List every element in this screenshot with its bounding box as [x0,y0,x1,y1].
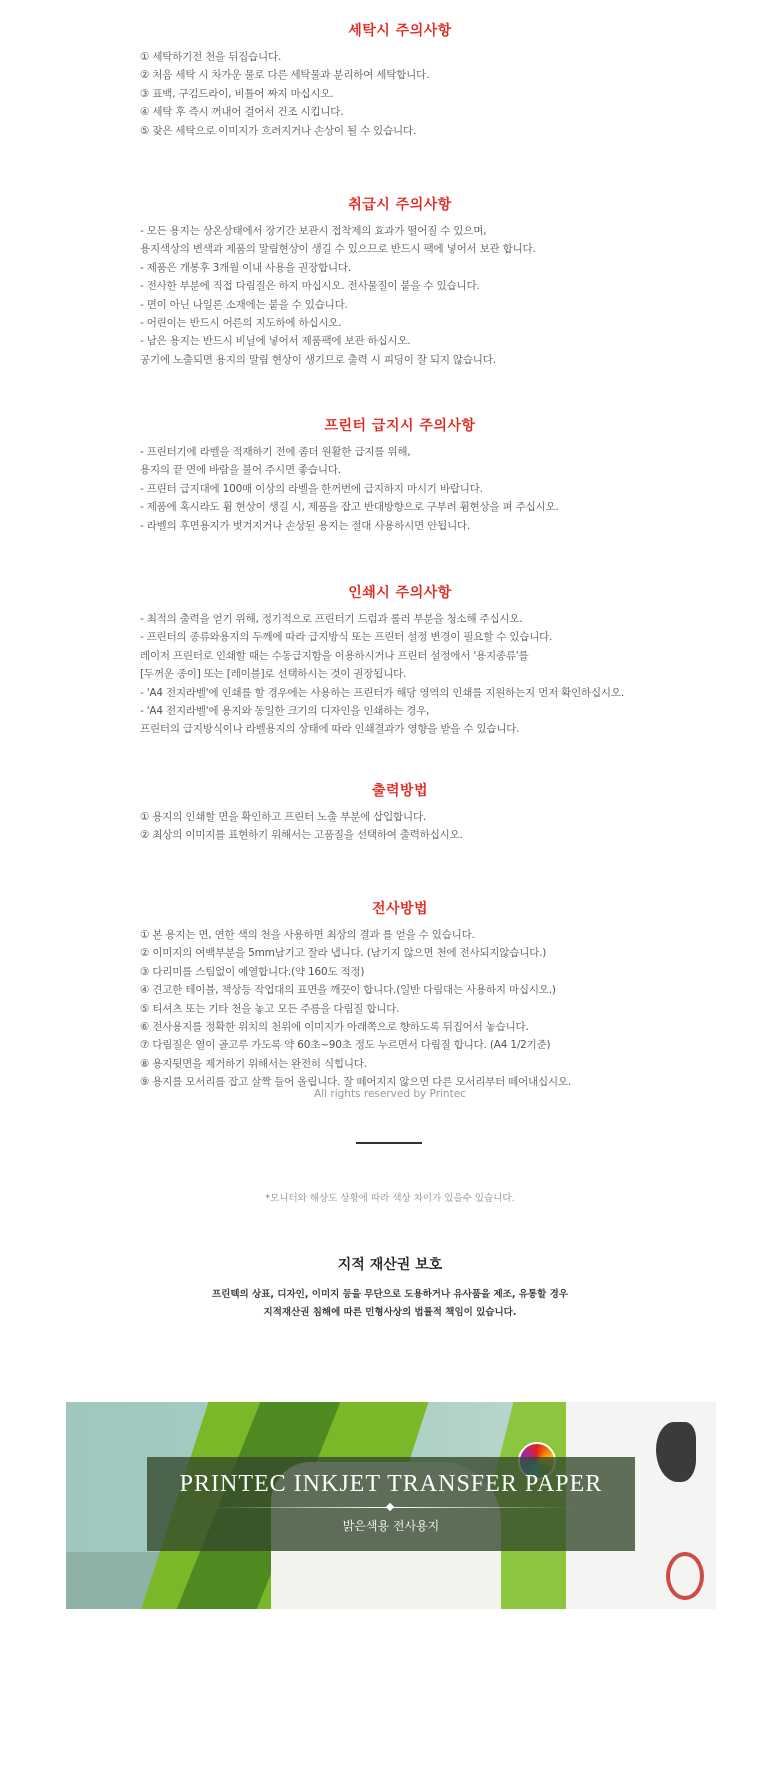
handling-line: - 전사한 부분에 직접 다림질은 하지 마십시오. 전사물질이 붙을 수 있습니다. [140,280,480,293]
ip-text-line2: 지적재산권 침해에 따른 민형사상의 법률적 책임이 있습니다. [263,1307,517,1318]
ip-title: 지적 재산권 보호 [337,1257,443,1273]
transfer-line: ③ 다리미를 스팀없이 예열합니다.(약 160도 적정) [140,965,365,978]
transfer-line: ⑨ 용지를 모서리를 잡고 살짝 들어 올립니다. 잘 떼어지지 않으면 다른 모서리부터 떼어내십시오. [140,1076,571,1089]
handling-line: - 모든 용지는 상온상태에서 장기간 보관시 접착제의 효과가 떨어질 수 있으며, [140,225,487,237]
printing-line: - 프린터의 종류와용지의 두께에 따라 급지방식 또는 프린터 설정 변경이 필요할 수 있습니다. [140,631,553,644]
output-title: 출력방법 [371,783,429,799]
transfer-line: ⑧ 용지뒷면을 제거하기 위해서는 완전히 식힙니다. [140,1057,367,1070]
washing-line: ④ 세탁 후 즉시 꺼내어 걸어서 건조 시킵니다. [140,106,344,119]
transfer-section [140,898,660,1092]
washing-title: 세탁시 주의사항 [348,23,452,39]
feeding-line: - 프린터 급지대에 100매 이상의 라벨을 한꺼번에 급지하지 마시기 바랍니다. [140,482,483,495]
printing-line: 프린터의 급지방식이나 라벨용지의 상태에 따라 인쇄결과가 영향을 받을 수 있습니다. [140,723,520,736]
transfer-title: 전사방법 [371,901,429,917]
ip-text-line1: 프린텍의 상표, 디자인, 이미지 등을 무단으로 도용하거나 유사품을 제조, 유통할 경우 [212,1289,568,1300]
banner-overlay [147,1457,635,1551]
handling-line: - 어린이는 반드시 어른의 지도하에 하십시오. [140,317,342,330]
printing-line: - 최적의 출력을 얻기 위해, 정기적으로 프린터기 드럼과 롤러 부분을 청소해 주십시오. [140,613,523,625]
washing-line: ③ 표백, 구김드라이, 비틀어 짜지 마십시오. [140,87,334,100]
printing-line: - 'A4 전지라벨'에 용지와 동일한 크기의 디자인을 인쇄하는 경우, [140,705,430,718]
feeding-line: - 라벨의 후면용지가 벗겨지거나 손상된 용지는 절대 사용하시면 안됩니다. [140,519,471,532]
handling-line: 용지색상의 변색과 제품의 말림현상이 생길 수 있으므로 반드시 팩에 넣어서 보관 합니다. [140,243,536,256]
handling-line: - 제품은 개봉후 3개월 이내 사용을 권장합니다. [140,261,352,274]
handling-line: - 면이 아닌 나일론 소재에는 붙을 수 있습니다. [140,298,348,311]
output-line: ① 용지의 인쇄할 면을 확인하고 프린터 노출 부분에 삽입합니다. [140,811,427,823]
banner-dino-shape [656,1422,696,1482]
divider [356,1142,422,1144]
transfer-line: ⑦ 다림질은 열이 골고루 가도록 약 60초~90초 정도 누르면서 다림질 합니다. (A4 1/2기준) [140,1039,551,1052]
transfer-line: ⑤ 티셔츠 또는 기타 천을 놓고 모든 주름을 다림질 합니다. [140,1002,400,1015]
handling-line: 공기에 노출되면 용지의 말림 현상이 생기므로 출력 시 피딩이 잘 되지 않습니다. [140,353,496,366]
washing-line: ② 처음 세탁 시 차가운 물로 다른 세탁물과 분리하여 세탁합니다. [140,69,430,82]
transfer-line: ⑥ 전사용지를 정확한 위치의 천위에 이미지가 아래쪽으로 향하도록 뒤집어서 놓습니다. [140,1021,529,1034]
banner-coral-shape [666,1552,704,1600]
washing-line: ⑤ 잦은 세탁으로 이미지가 흐려지거나 손상이 될 수 있습니다. [140,124,417,137]
washing-line: ① 세탁하기전 천을 뒤집습니다. [140,51,282,63]
feeding-line: - 프린터기에 라벨을 적재하기 전에 좀더 원활한 급지를 위해, [140,446,411,458]
banner-title: PRINTEC INKJET TRANSFER PAPER [179,1471,603,1497]
printing-line: 레이저 프린터로 인쇄할 때는 수동급지함을 이용하시거나 프린터 설정에서 '용지종류'를 [140,649,529,662]
handling-line: - 남은 용지는 반드시 비닐에 넣어서 제품팩에 보관 하십시오. [140,335,411,348]
rights-text: All rights reserved by Printec [314,1088,466,1100]
transfer-line: ④ 견고한 테이블, 책상등 작업대의 표면을 깨끗이 합니다.(일반 다림대는 사용하지 마십시오.) [140,984,556,997]
monitor-note: *모니터와 해상도 상황에 따라 색상 차이가 있을수 있습니다. [265,1193,515,1204]
feeding-line: 용지의 끝 면에 바람을 불어 주시면 좋습니다. [140,464,341,477]
transfer-line: ② 이미지의 여백부분을 5mm남기고 잘라 냅니다. (남기지 않으면 천에 전사되지않습니다.) [140,947,547,960]
printing-line: - 'A4 전지라벨'에 인쇄를 할 경우에는 사용하는 프린터가 해당 영역의 인쇄를 지원하는지 먼저 확인하십시오. [140,686,624,699]
feeding-title: 프린터 급지시 주의사항 [324,418,476,434]
handling-section [140,194,660,369]
output-line: ② 최상의 이미지를 표현하기 위해서는 고품질을 선택하여 출력하십시오. [140,829,463,842]
banner-ornament-divider [211,1507,571,1508]
transfer-line: ① 본 용지는 면, 연한 색의 천을 사용하면 최상의 결과 를 얻을 수 있습니다. [140,929,475,941]
handling-title: 취급시 주의사항 [348,197,452,213]
washing-section [140,20,660,140]
printing-title: 인쇄시 주의사항 [348,585,452,601]
printing-line: [두꺼운 종이] 또는 [레이블]로 선택하시는 것이 권장됩니다. [140,668,407,681]
feeding-section [140,415,660,535]
output-section [140,780,660,845]
product-banner [66,1402,716,1609]
feeding-line: - 제품에 혹시라도 휨 현상이 생길 시, 제품을 잡고 반대방향으로 구부려 휨현상을 펴 주십시오. [140,501,559,514]
printing-section [140,582,660,739]
banner-subtitle: 밝은색용 전사용지 [342,1519,440,1533]
